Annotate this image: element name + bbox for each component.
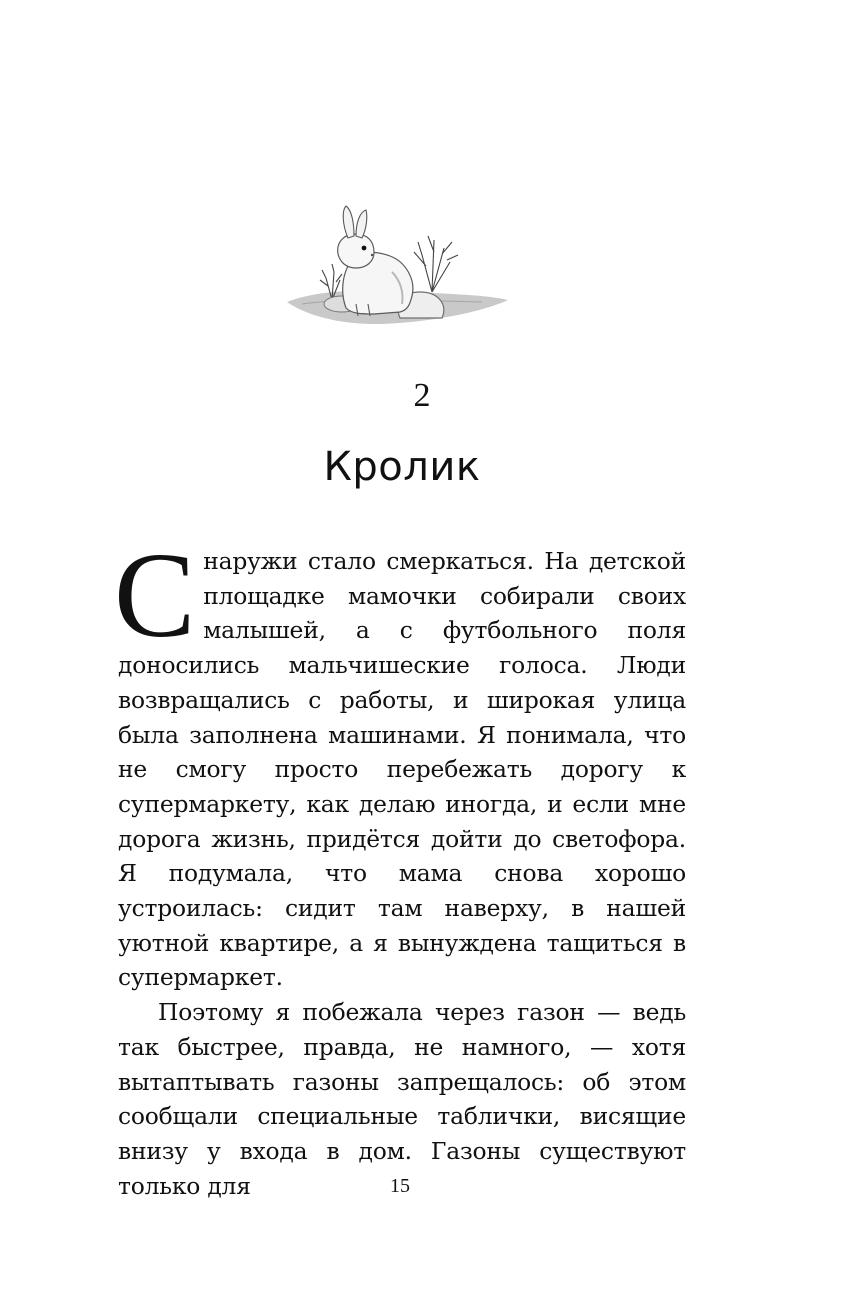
chapter-body xyxy=(114,528,686,1203)
paragraph: Поэтому я побежала через газон — ведь так быстрее, правда, не намного, — хотя вытаптывать газоны запрещалось: об этом сообщали специальные таблички, висящие внизу у входа в дом. Газоны существуют только для xyxy=(118,998,686,1200)
rabbit-illustration xyxy=(282,200,512,330)
page-number: 15 xyxy=(390,1175,410,1197)
paragraph xyxy=(114,528,686,995)
paragraph-text: наружи стало смеркаться. На детской площадке мамочки собирали своих малышей, а с футбольного поля доносились мальчишеские голоса. Люди возвращались с работы, и широкая улица была заполнена машинами. Я понимала, что не смогу просто перебежать дорогу к супермаркету, как делаю иногда, и если мне дорога жизнь, придётся дойти до светофора. Я подумала, что мама снова хорошо устроилась: сидит там наверху, в нашей уютной квартире, а я вынуждена тащиться в супермаркет. xyxy=(118,547,686,992)
chapter-title: Кролик xyxy=(323,444,481,490)
drop-cap: С xyxy=(114,528,196,663)
chapter-number: 2 xyxy=(413,377,431,414)
